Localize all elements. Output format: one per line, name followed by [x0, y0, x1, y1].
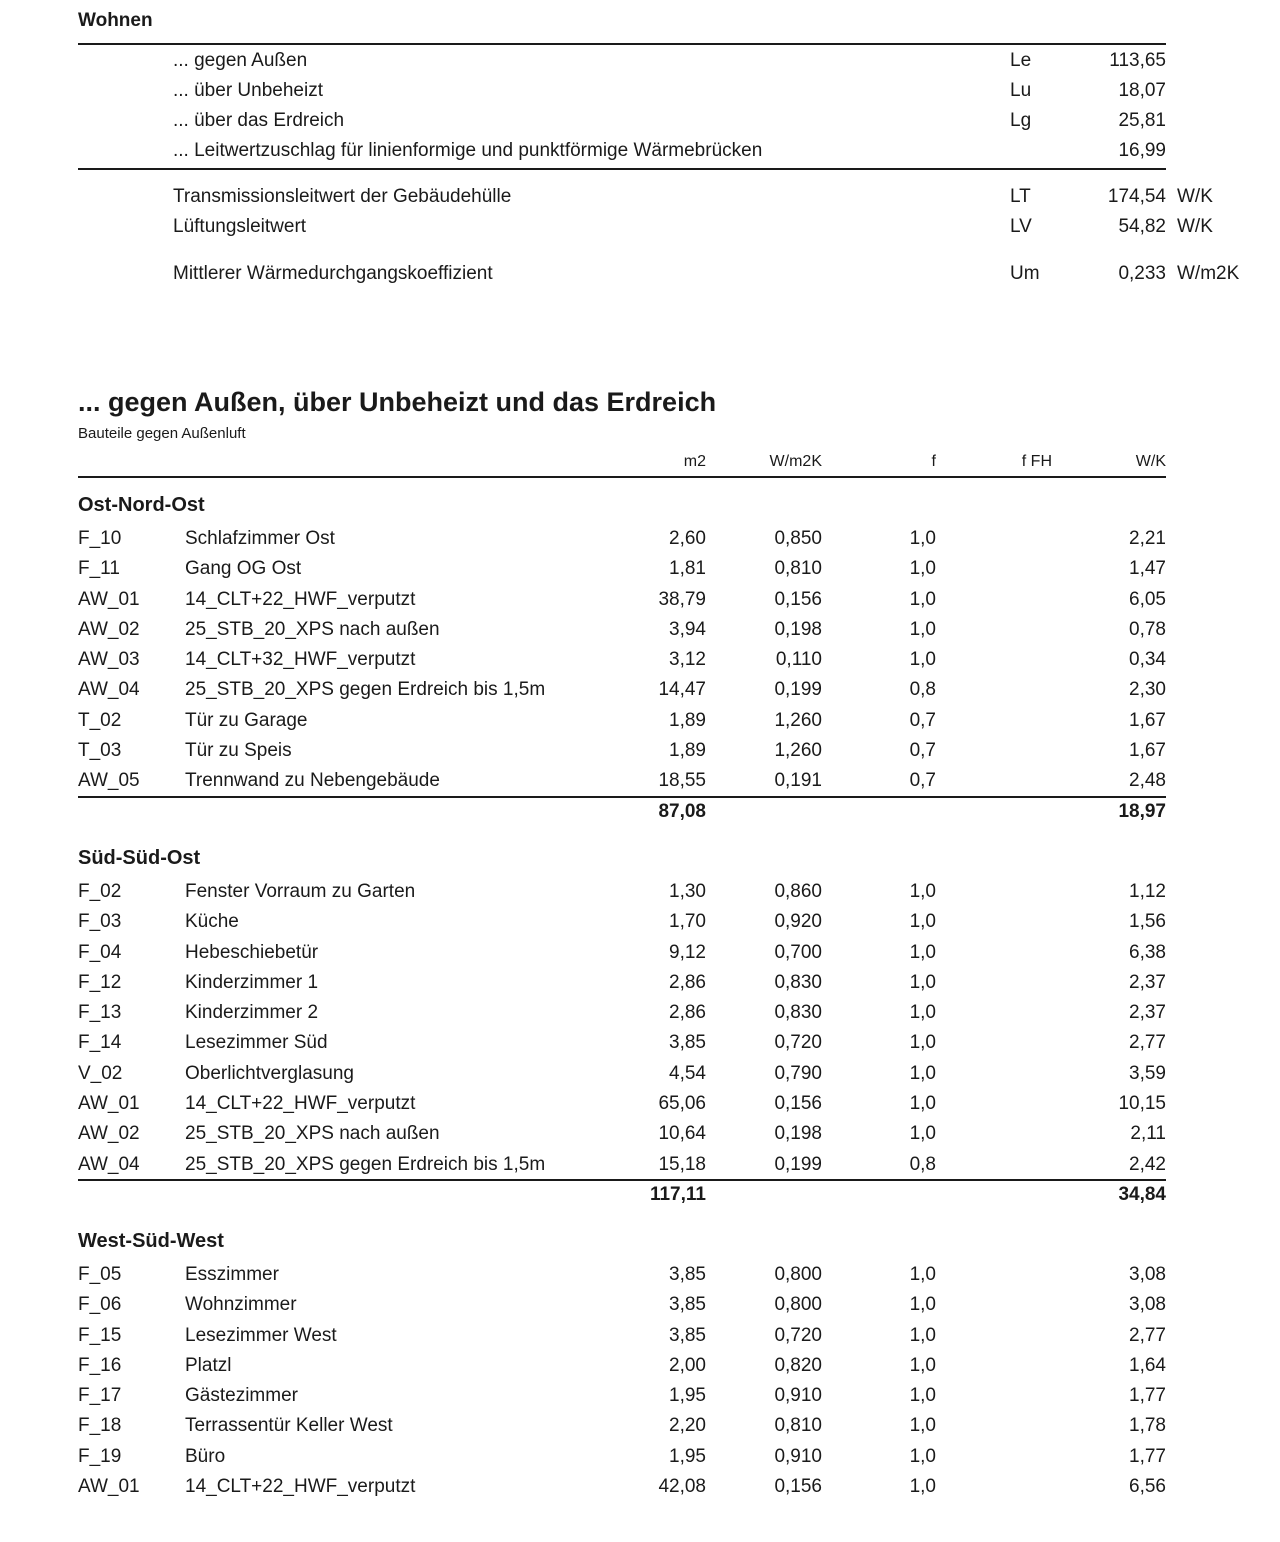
row-wk: 2,30: [1129, 679, 1166, 700]
row-id: F_11: [78, 558, 120, 579]
row-wk: 3,08: [1129, 1294, 1166, 1315]
row-name: Oberlichtverglasung: [185, 1063, 354, 1084]
row-f: 1,0: [909, 528, 936, 549]
row-id: T_02: [78, 710, 122, 731]
row-id: F_13: [78, 1002, 122, 1023]
row-name: Kinderzimmer 2: [185, 1002, 319, 1023]
summary-total-value: 54,82: [1118, 216, 1166, 237]
row-id: AW_03: [78, 649, 140, 670]
row-u-value: 0,156: [774, 589, 822, 610]
row-name: Fenster Vorraum zu Garten: [185, 881, 416, 902]
row-name: Schlafzimmer Ost: [185, 528, 335, 549]
summary-row-label: ... über Unbeheizt: [173, 80, 323, 101]
row-area: 2,00: [669, 1355, 706, 1376]
row-name: Wohnzimmer: [185, 1294, 297, 1315]
row-u-value: 0,850: [774, 528, 822, 549]
row-wk: 1,77: [1129, 1385, 1166, 1406]
summary-row-label: ... Leitwertzuschlag für linienformige und punktförmige Wärmebrücken: [173, 140, 763, 161]
row-u-value: 0,199: [774, 679, 822, 700]
column-header-u-value: W/m2K: [769, 453, 822, 470]
row-area: 4,54: [669, 1063, 706, 1084]
summary-bottom-rule: [78, 168, 1166, 170]
row-name: 14_CLT+22_HWF_verputzt: [185, 1476, 416, 1497]
row-name: Platzl: [185, 1355, 232, 1376]
row-wk: 1,12: [1129, 881, 1166, 902]
row-wk: 1,78: [1129, 1415, 1166, 1436]
row-id: AW_04: [78, 1154, 140, 1175]
row-f: 1,0: [909, 1415, 936, 1436]
row-f: 1,0: [909, 619, 936, 640]
row-wk: 3,59: [1129, 1063, 1166, 1084]
row-area: 3,12: [669, 649, 706, 670]
summary-total-label: Mittlerer Wärmedurchgangskoeffizient: [173, 263, 493, 284]
row-area: 1,89: [669, 740, 706, 761]
summary-row-value: 25,81: [1118, 110, 1166, 131]
row-wk: 2,37: [1129, 972, 1166, 993]
row-area: 1,81: [669, 558, 706, 579]
row-area: 10,64: [658, 1123, 706, 1144]
summary-top-rule: [78, 43, 1166, 45]
row-wk: 2,42: [1129, 1154, 1166, 1175]
row-area: 2,86: [669, 972, 706, 993]
row-u-value: 0,720: [774, 1325, 822, 1346]
row-wk: 6,38: [1129, 942, 1166, 963]
summary-total-label: Transmissionsleitwert der Gebäudehülle: [173, 186, 512, 207]
column-header-f: f: [931, 453, 936, 470]
row-wk: 6,05: [1129, 589, 1166, 610]
row-f: 0,7: [909, 710, 936, 731]
row-name: Hebeschiebetür: [185, 942, 319, 963]
summary-title: Wohnen: [78, 10, 153, 31]
row-area: 14,47: [658, 679, 706, 700]
row-f: 1,0: [909, 1123, 936, 1144]
row-wk: 1,67: [1129, 740, 1166, 761]
row-name: Trennwand zu Nebengebäude: [185, 770, 440, 791]
row-u-value: 0,790: [774, 1063, 822, 1084]
row-u-value: 0,110: [775, 649, 822, 670]
row-area: 65,06: [658, 1093, 706, 1114]
row-u-value: 0,920: [774, 911, 822, 932]
row-wk: 6,56: [1129, 1476, 1166, 1497]
summary-total-label: Lüftungsleitwert: [173, 216, 307, 237]
row-area: 3,85: [669, 1325, 706, 1346]
row-wk: 2,77: [1129, 1325, 1166, 1346]
group-title: Ost-Nord-Ost: [78, 494, 205, 516]
row-id: AW_05: [78, 770, 140, 791]
row-id: V_02: [78, 1063, 123, 1084]
row-f: 1,0: [909, 1002, 936, 1023]
summary-total-value: 0,233: [1118, 263, 1166, 284]
row-area: 18,55: [658, 770, 706, 791]
row-name: Esszimmer: [185, 1264, 279, 1285]
row-id: AW_01: [78, 589, 140, 610]
group-total-rule: [78, 796, 1166, 798]
row-id: F_16: [78, 1355, 122, 1376]
row-u-value: 0,720: [774, 1032, 822, 1053]
row-name: Lesezimmer Süd: [185, 1032, 328, 1053]
row-id: F_17: [78, 1385, 122, 1406]
summary-row-label: ... über das Erdreich: [173, 110, 345, 131]
row-area: 1,95: [669, 1446, 706, 1467]
row-id: F_18: [78, 1415, 122, 1436]
row-id: F_04: [78, 942, 122, 963]
row-f: 1,0: [909, 911, 936, 932]
row-area: 3,85: [669, 1294, 706, 1315]
row-u-value: 0,810: [774, 1415, 822, 1436]
row-f: 1,0: [909, 589, 936, 610]
row-wk: 2,48: [1129, 770, 1166, 791]
row-name: Küche: [185, 911, 239, 932]
row-id: F_15: [78, 1325, 122, 1346]
row-id: AW_01: [78, 1093, 140, 1114]
row-area: 1,30: [669, 881, 706, 902]
summary-row-value: 18,07: [1118, 80, 1166, 101]
row-name: 14_CLT+22_HWF_verputzt: [185, 589, 416, 610]
row-f: 1,0: [909, 1294, 936, 1315]
row-wk: 1,64: [1129, 1355, 1166, 1376]
summary-total-unit: W/K: [1177, 216, 1213, 237]
row-f: 1,0: [909, 1355, 936, 1376]
section-subtitle: Bauteile gegen Außenluft: [78, 425, 246, 442]
row-u-value: 0,198: [774, 619, 822, 640]
row-id: AW_02: [78, 1123, 140, 1144]
summary-total-symbol: LT: [1010, 186, 1031, 207]
row-f: 1,0: [909, 972, 936, 993]
summary-total-unit: W/K: [1177, 186, 1213, 207]
row-f: 1,0: [909, 1385, 936, 1406]
row-u-value: 0,800: [774, 1294, 822, 1315]
row-f: 1,0: [909, 942, 936, 963]
row-f: 0,8: [909, 1154, 936, 1175]
row-id: F_05: [78, 1264, 122, 1285]
group-total-rule: [78, 1179, 1166, 1181]
row-name: 25_STB_20_XPS gegen Erdreich bis 1,5m: [185, 1154, 546, 1175]
group-total-area: 87,08: [658, 801, 706, 822]
row-area: 3,85: [669, 1032, 706, 1053]
group-title: Süd-Süd-Ost: [78, 847, 201, 869]
row-name: Gästezimmer: [185, 1385, 298, 1406]
row-u-value: 0,156: [774, 1476, 822, 1497]
row-name: Terrassentür Keller West: [185, 1415, 393, 1436]
row-f: 1,0: [909, 649, 936, 670]
row-u-value: 0,820: [774, 1355, 822, 1376]
row-id: F_12: [78, 972, 122, 993]
summary-row-label: ... gegen Außen: [173, 50, 308, 71]
summary-row-symbol: Lu: [1010, 80, 1032, 101]
row-f: 1,0: [909, 1264, 936, 1285]
row-name: 14_CLT+32_HWF_verputzt: [185, 649, 416, 670]
summary-row-value: 113,65: [1109, 50, 1166, 71]
row-wk: 0,34: [1129, 649, 1166, 670]
row-area: 1,70: [669, 911, 706, 932]
row-name: Lesezimmer West: [185, 1325, 337, 1346]
group-total-wk: 34,84: [1118, 1184, 1166, 1205]
summary-total-value: 174,54: [1107, 186, 1166, 207]
row-u-value: 0,800: [774, 1264, 822, 1285]
row-wk: 2,37: [1129, 1002, 1166, 1023]
row-u-value: 0,199: [774, 1154, 822, 1175]
row-area: 3,85: [669, 1264, 706, 1285]
row-u-value: 0,830: [774, 972, 822, 993]
summary-row-symbol: Lg: [1010, 110, 1032, 131]
row-name: 25_STB_20_XPS gegen Erdreich bis 1,5m: [185, 679, 546, 700]
summary-row-value: 16,99: [1118, 140, 1166, 161]
row-name: 14_CLT+22_HWF_verputzt: [185, 1093, 416, 1114]
row-area: 1,89: [669, 710, 706, 731]
group-title: West-Süd-West: [78, 1230, 224, 1252]
summary-total-symbol: LV: [1010, 216, 1032, 237]
row-f: 0,7: [909, 770, 936, 791]
row-wk: 1,47: [1129, 558, 1166, 579]
row-id: F_03: [78, 911, 122, 932]
row-name: Tür zu Speis: [185, 740, 292, 761]
row-u-value: 0,156: [774, 1093, 822, 1114]
row-wk: 3,08: [1129, 1264, 1166, 1285]
row-name: Tür zu Garage: [185, 710, 308, 731]
row-f: 0,7: [909, 740, 936, 761]
row-name: 25_STB_20_XPS nach außen: [185, 619, 440, 640]
row-name: Gang OG Ost: [185, 558, 302, 579]
summary-row-symbol: Le: [1010, 50, 1032, 71]
row-u-value: 1,260: [774, 710, 822, 731]
group-total-wk: 18,97: [1118, 801, 1166, 822]
row-id: F_14: [78, 1032, 122, 1053]
row-id: F_10: [78, 528, 122, 549]
row-name: Kinderzimmer 1: [185, 972, 319, 993]
row-area: 2,60: [669, 528, 706, 549]
row-u-value: 0,860: [774, 881, 822, 902]
row-wk: 1,67: [1129, 710, 1166, 731]
row-id: T_03: [78, 740, 122, 761]
table-header-rule: [78, 476, 1166, 478]
row-wk: 2,11: [1130, 1123, 1166, 1144]
row-wk: 1,56: [1129, 911, 1166, 932]
row-area: 38,79: [658, 589, 706, 610]
row-area: 2,20: [669, 1415, 706, 1436]
row-id: AW_01: [78, 1476, 140, 1497]
row-f: 1,0: [909, 1093, 936, 1114]
row-u-value: 0,810: [774, 558, 822, 579]
row-area: 42,08: [658, 1476, 706, 1497]
row-area: 3,94: [669, 619, 706, 640]
row-id: F_02: [78, 881, 122, 902]
row-id: AW_02: [78, 619, 140, 640]
row-id: F_06: [78, 1294, 122, 1315]
row-area: 9,12: [669, 942, 706, 963]
row-u-value: 1,260: [774, 740, 822, 761]
row-f: 1,0: [909, 881, 936, 902]
row-f: 1,0: [909, 1325, 936, 1346]
row-area: 15,18: [658, 1154, 706, 1175]
row-wk: 10,15: [1118, 1093, 1166, 1114]
row-u-value: 0,910: [774, 1385, 822, 1406]
row-f: 0,8: [909, 679, 936, 700]
row-u-value: 0,198: [774, 1123, 822, 1144]
group-total-area: 117,11: [649, 1184, 706, 1205]
column-header-m2: m2: [683, 453, 706, 470]
section-title: ... gegen Außen, über Unbeheizt und das Erdreich: [78, 387, 717, 417]
row-name: Büro: [185, 1446, 226, 1467]
row-area: 1,95: [669, 1385, 706, 1406]
row-u-value: 0,191: [774, 770, 822, 791]
row-f: 1,0: [909, 1032, 936, 1053]
row-name: 25_STB_20_XPS nach außen: [185, 1123, 440, 1144]
row-id: F_19: [78, 1446, 122, 1467]
column-header-wk: W/K: [1135, 453, 1166, 470]
row-wk: 0,78: [1129, 619, 1166, 640]
row-wk: 1,77: [1129, 1446, 1166, 1467]
row-u-value: 0,910: [774, 1446, 822, 1467]
row-f: 1,0: [909, 558, 936, 579]
row-wk: 2,77: [1129, 1032, 1166, 1053]
row-id: AW_04: [78, 679, 140, 700]
column-header-f-fh: f FH: [1021, 453, 1052, 470]
row-u-value: 0,700: [774, 942, 822, 963]
row-f: 1,0: [909, 1063, 936, 1084]
row-f: 1,0: [909, 1476, 936, 1497]
row-u-value: 0,830: [774, 1002, 822, 1023]
summary-total-symbol: Um: [1010, 263, 1040, 284]
row-f: 1,0: [909, 1446, 936, 1467]
summary-total-unit: W/m2K: [1177, 263, 1240, 284]
row-area: 2,86: [669, 1002, 706, 1023]
row-wk: 2,21: [1129, 528, 1166, 549]
